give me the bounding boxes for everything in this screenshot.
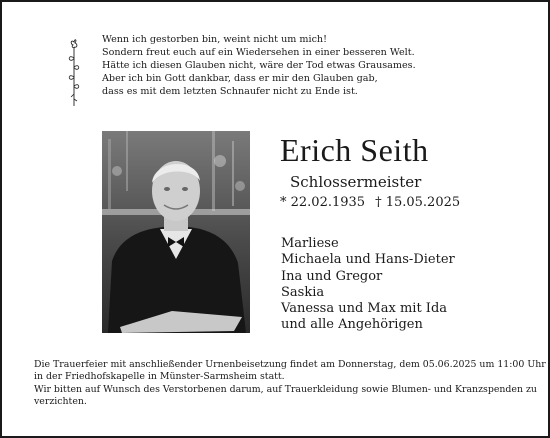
mourner-entry: und alle Angehörigen <box>281 317 423 333</box>
portrait-photo <box>102 131 250 333</box>
mourner-entry: Ina und Gregor <box>281 268 383 284</box>
poem <box>102 33 416 98</box>
funeral-information <box>34 359 546 408</box>
footer-line: in der Friedhofskapelle in Münster-Sarmsheim statt. <box>34 371 285 383</box>
poem-line: Sondern freut euch auf ein Wiedersehen in einer besseren Welt. <box>102 47 415 58</box>
poem-line: dass es mit dem letzten Schnaufer nicht zu Ende ist. <box>102 86 358 97</box>
birth-date: * 22.02.1935 <box>280 195 366 210</box>
deceased-profession: Schlossermeister <box>290 173 422 191</box>
poem-line: Wenn ich gestorben bin, weint nicht um mich! <box>102 34 327 45</box>
poem-line: Hätte ich diesen Glauben nicht, wäre der Tod etwas Grausames. <box>102 60 416 71</box>
mourners-list <box>281 236 455 334</box>
mourner-entry: Marliese <box>281 236 339 251</box>
portrait-illustration <box>102 131 250 333</box>
mourner-entry: Michaela und Hans-Dieter <box>281 252 455 268</box>
death-date: † 15.05.2025 <box>375 195 461 210</box>
footer-line: Die Trauerfeier mit anschließender Urnenbeisetzung findet am Donnerstag, dem 05.06.2025 um 11:00 Uhr <box>34 359 546 370</box>
poem-line: Aber ich bin Gott dankbar, dass er mir den Glauben gab, <box>102 73 378 84</box>
mourner-entry: Vanessa und Max mit Ida <box>281 301 448 317</box>
rose-icon <box>66 36 82 108</box>
deceased-name: Erich Seith <box>280 132 429 168</box>
mourner-entry: Saskia <box>281 284 325 300</box>
footer-line: verzichten. <box>34 395 87 407</box>
footer-line: Wir bitten auf Wunsch des Verstorbenen darum, auf Trauerkleidung sowie Blumen- und Kranzspenden zu <box>34 383 537 395</box>
life-dates <box>280 194 470 212</box>
